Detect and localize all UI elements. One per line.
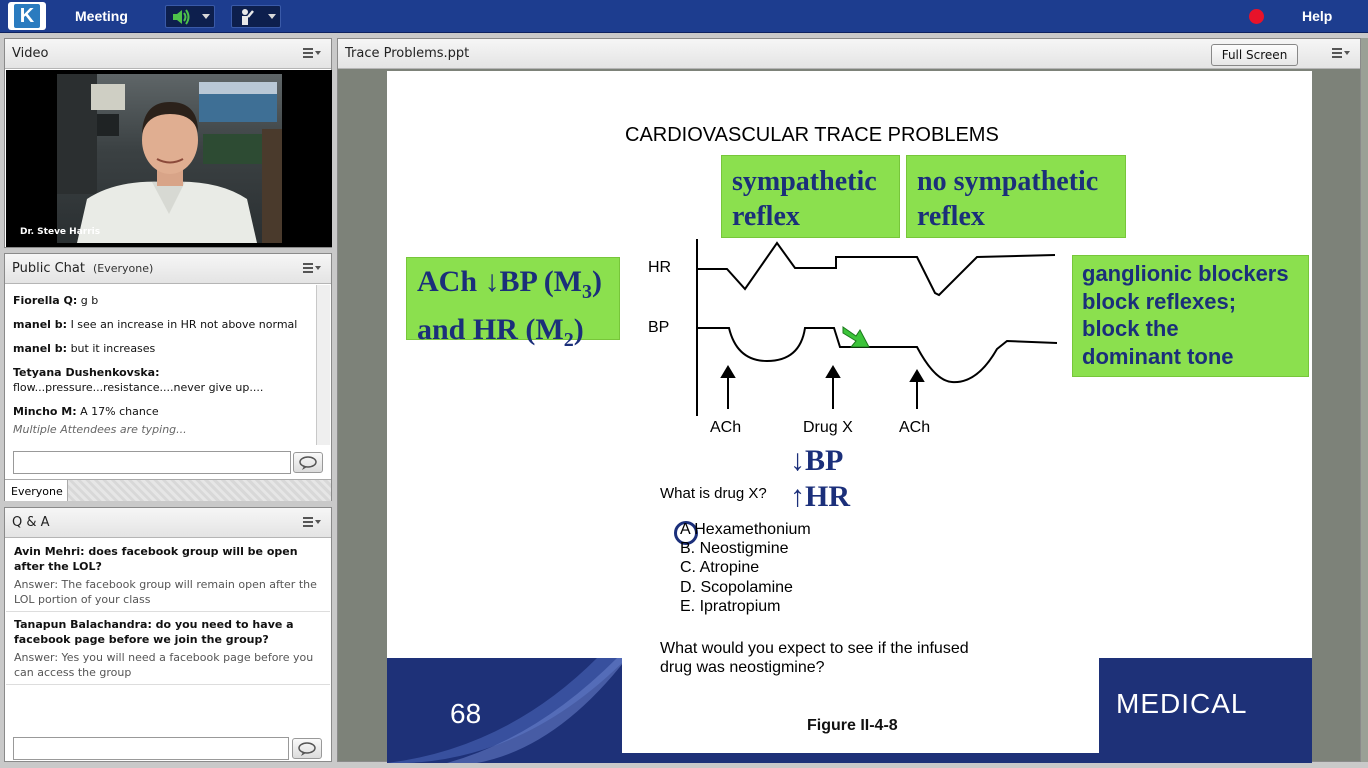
presenter-image (57, 74, 282, 243)
qa-question: Tanapun Balachandra: do you need to have a facebook page before we join the group? (14, 618, 294, 646)
webcam-feed (57, 74, 282, 243)
box-line: and HR $(M_2)$ (417, 313, 584, 351)
option-a (680, 521, 811, 539)
qa-pod (4, 507, 332, 762)
chat-sender: manel b: (13, 342, 68, 355)
bp-trace (697, 328, 1057, 382)
chat-text: I see an increase in HR not above normal (70, 318, 298, 331)
qa-question: Avin Mehri: does facebook group will be open after the LOL? (14, 545, 298, 573)
brand-logo-text: MEDICAL (1116, 688, 1248, 719)
footer-swoosh (387, 658, 627, 763)
share-scrollbar[interactable] (1361, 38, 1368, 762)
qa-item[interactable] (6, 612, 330, 685)
help-menu[interactable]: Help (1302, 8, 1333, 24)
option-b: B. Neostigmine (680, 540, 789, 557)
slide-title: CARDIOVASCULAR TRACE PROBLEMS (625, 124, 999, 146)
option-a-letter: A (680, 521, 690, 538)
share-pod (337, 38, 1361, 762)
option-e: E. Ipratropium (680, 598, 781, 615)
figure-label: Figure II-4-8 (807, 717, 898, 734)
qa-pod-title: Q & A (12, 515, 50, 530)
chat-message (13, 317, 310, 332)
slide-number: 68 (450, 698, 482, 729)
full-screen-button[interactable]: Full Screen (1211, 44, 1298, 66)
chat-message (13, 293, 310, 308)
green-arrow-icon (843, 327, 869, 347)
ach-sub1: 3 (582, 281, 592, 303)
speech-bubble-icon (294, 453, 322, 472)
chat-message (13, 341, 310, 356)
box-line: sympathetic (732, 166, 877, 197)
question-text: What is drug X? (660, 485, 767, 502)
box-line: dominant tone (1082, 343, 1234, 369)
chat-send-button[interactable] (293, 452, 323, 473)
chat-tab-everyone[interactable]: Everyone (5, 479, 68, 501)
option-c: C. Atropine (680, 559, 760, 576)
box-line: ACh ↓BP $(M_3)$ (417, 265, 602, 303)
raise-hand-icon (236, 7, 260, 27)
chat-pod-title (12, 261, 153, 276)
chat-tab-bar (68, 479, 331, 501)
arrow-head (722, 367, 734, 377)
top-menu-bar (0, 0, 1368, 33)
pod-options-icon[interactable] (1332, 48, 1350, 60)
chat-sender: Mincho M: (13, 405, 77, 418)
qa-item[interactable] (6, 539, 330, 612)
qa-answer: Answer: Yes you will need a facebook page before you can access the group (14, 651, 314, 679)
pod-options-icon[interactable] (303, 48, 321, 60)
qa-input[interactable] (13, 737, 289, 760)
chat-sender: Tetyana Dushenkovska: (13, 366, 160, 379)
ach-line1: ACh ↓BP (M (417, 265, 582, 298)
chat-text: A 17% chance (80, 405, 159, 418)
chat-message-list (6, 285, 317, 443)
box-line: block the (1082, 316, 1179, 341)
box-line: reflex (917, 201, 985, 232)
trace-diagram (387, 71, 1312, 451)
arrow-head (827, 367, 839, 377)
slide (387, 71, 1312, 763)
presenter-name: Dr. Steve Harris (20, 227, 101, 237)
raise-hand-button[interactable] (231, 5, 281, 28)
video-pod (4, 38, 332, 248)
share-pod-title: Trace Problems.ppt (345, 46, 470, 61)
bp-label: BP (648, 319, 670, 336)
chat-input[interactable] (13, 451, 291, 474)
qa-pod-header (5, 508, 331, 538)
video-pod-title: Video (12, 46, 49, 61)
pod-options-icon[interactable] (303, 263, 321, 275)
video-area (6, 70, 332, 247)
logo-letter: K (14, 4, 40, 28)
chat-text: flow...pressure...resistance....never give up.... (13, 381, 264, 394)
arrow-label-ach-2: ACh (899, 419, 931, 436)
followup-question: What would you expect to see if the infused drug was neostigmine? (660, 640, 969, 676)
chat-pod-header (5, 254, 331, 284)
speaker-icon (170, 7, 194, 27)
meeting-menu[interactable]: Meeting (75, 8, 128, 24)
hr-label: HR (648, 259, 672, 276)
qa-list (6, 539, 330, 729)
arrow-head (911, 371, 923, 381)
box-line: no sympathetic (917, 166, 1099, 197)
chat-message (13, 404, 310, 419)
chat-sender: manel b: (13, 318, 68, 331)
qa-answer: Answer: The facebook group will remain open after the LOL portion of your class (14, 578, 317, 606)
answer-hr: ↑HR (790, 480, 850, 513)
option-d: D. Scopolamine (680, 579, 793, 596)
public-chat-pod (4, 253, 332, 501)
video-pod-header (5, 39, 331, 69)
box-line: reflex (732, 201, 800, 232)
status-dropdown-icon[interactable] (268, 14, 276, 19)
hr-trace (697, 243, 1055, 295)
arrow-label-drug-x: Drug X (803, 419, 853, 436)
arrow-label-ach-1: ACh (710, 419, 742, 436)
box-line: ganglionic blockers (1082, 261, 1289, 286)
chat-scrollbar[interactable] (316, 285, 330, 445)
option-a-text: Hexamethonium (694, 521, 811, 538)
speech-bubble-icon (293, 739, 321, 758)
pod-options-icon[interactable] (303, 517, 321, 529)
chat-message (13, 365, 310, 395)
qa-send-button[interactable] (292, 738, 322, 759)
chat-text: g b (80, 294, 99, 307)
ach-sub2: 2 (563, 329, 574, 351)
speaker-button[interactable] (165, 5, 215, 28)
chat-sender: Fiorella Q: (13, 294, 78, 307)
chat-title: Public Chat (12, 261, 85, 276)
typing-indicator: Multiple Attendees are typing... (13, 423, 187, 436)
ach-line2: and HR (M (417, 313, 564, 346)
share-pod-header (338, 39, 1360, 69)
box-line: block reflexes; (1082, 288, 1237, 314)
recording-indicator-icon (1249, 9, 1264, 24)
chat-text: but it increases (70, 342, 156, 355)
chat-scope: (Everyone) (93, 262, 154, 275)
answer-bp: ↓BP (790, 444, 844, 477)
speaker-dropdown-icon[interactable] (202, 14, 210, 19)
app-logo (8, 2, 46, 30)
